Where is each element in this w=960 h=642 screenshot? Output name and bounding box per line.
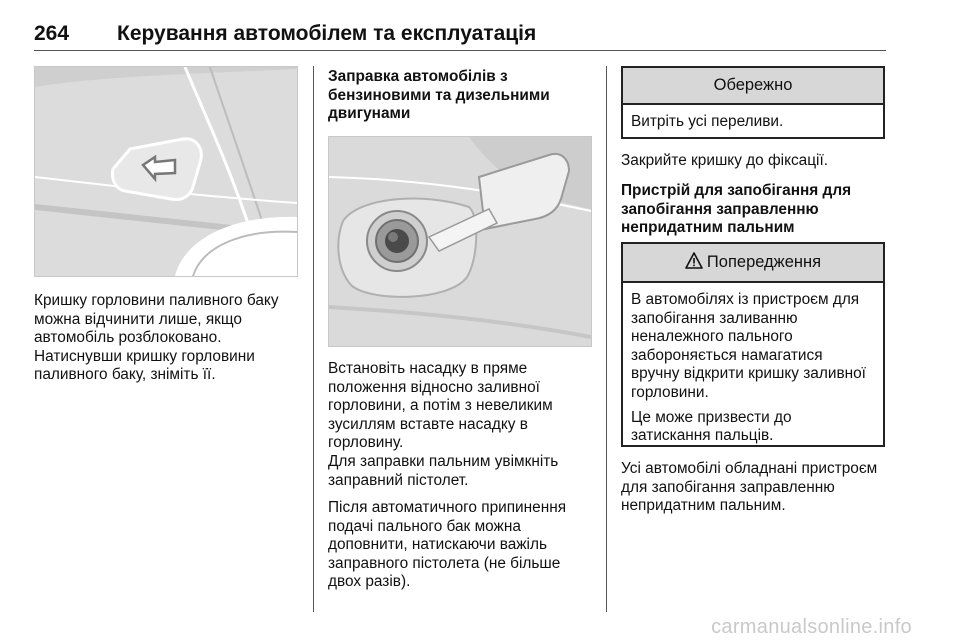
warning-title: Попередження — [706, 253, 822, 271]
fuel-nozzle-figure — [328, 136, 592, 347]
misfuel-device-text: Усі автомобілі обладнані пристроєм для запобігання заправленню непридатним пальним. — [621, 460, 878, 515]
column-divider-right — [606, 66, 607, 612]
fuel-flap-arrow-illustration — [35, 67, 297, 276]
page-header — [34, 14, 886, 50]
nozzle-insert-text: Встановіть насадку в пряме положення відносно заливної горловини, а потім з невеликим зусиллям вставте насадку в горловину. — [328, 360, 553, 452]
header-rule — [34, 50, 886, 51]
auto-stop-text: Після автоматичного припинення подачі пального бак можна доповнити, натискаючи важіль заправного пістолета (не більше двох разів). — [328, 499, 567, 591]
warning-text: В автомобілях із пристроєм для запобігання заливанню неналежного пального забороняється намагатися вручну відкрити кришку заливної горловини. — [631, 291, 866, 401]
page-number: 264 — [34, 22, 70, 45]
fuel-flap-caption: Кришку горловини паливного баку можна відчинити лише, якщо автомобіль розблоковано. Натиснувши кришку горловини паливного баку, зніміть її. — [34, 292, 279, 384]
caution-text: Витріть усі переливи. — [631, 113, 784, 130]
section-heading-misfuel: Пристрій для запобігання для запобігання заправленню непридатним пальним — [621, 182, 852, 237]
warning-body — [623, 283, 883, 454]
running-title: Керування автомобілем та експлуатація — [117, 22, 537, 45]
column-divider-left — [313, 66, 314, 612]
fuel-nozzle-illustration — [329, 137, 591, 346]
warning-consequence-text: Це може призвести до затискання пальців. — [631, 408, 792, 445]
section-heading-refuel: Заправка автомобілів з бензиновими та дизельними двигунами — [328, 68, 550, 123]
warning-triangle-icon — [685, 252, 703, 274]
caution-title: Обережно — [623, 68, 883, 105]
warning-header — [623, 244, 883, 283]
caution-box — [621, 66, 885, 139]
nozzle-activate-text: Для заправки пальним увімкніть заправний пістолет. — [328, 453, 559, 489]
warning-box — [621, 242, 885, 447]
watermark: carmanualsonline.info — [711, 616, 912, 638]
fuel-flap-figure — [34, 66, 298, 277]
close-cap-text: Закрийте кришку до фіксації. — [621, 152, 829, 169]
